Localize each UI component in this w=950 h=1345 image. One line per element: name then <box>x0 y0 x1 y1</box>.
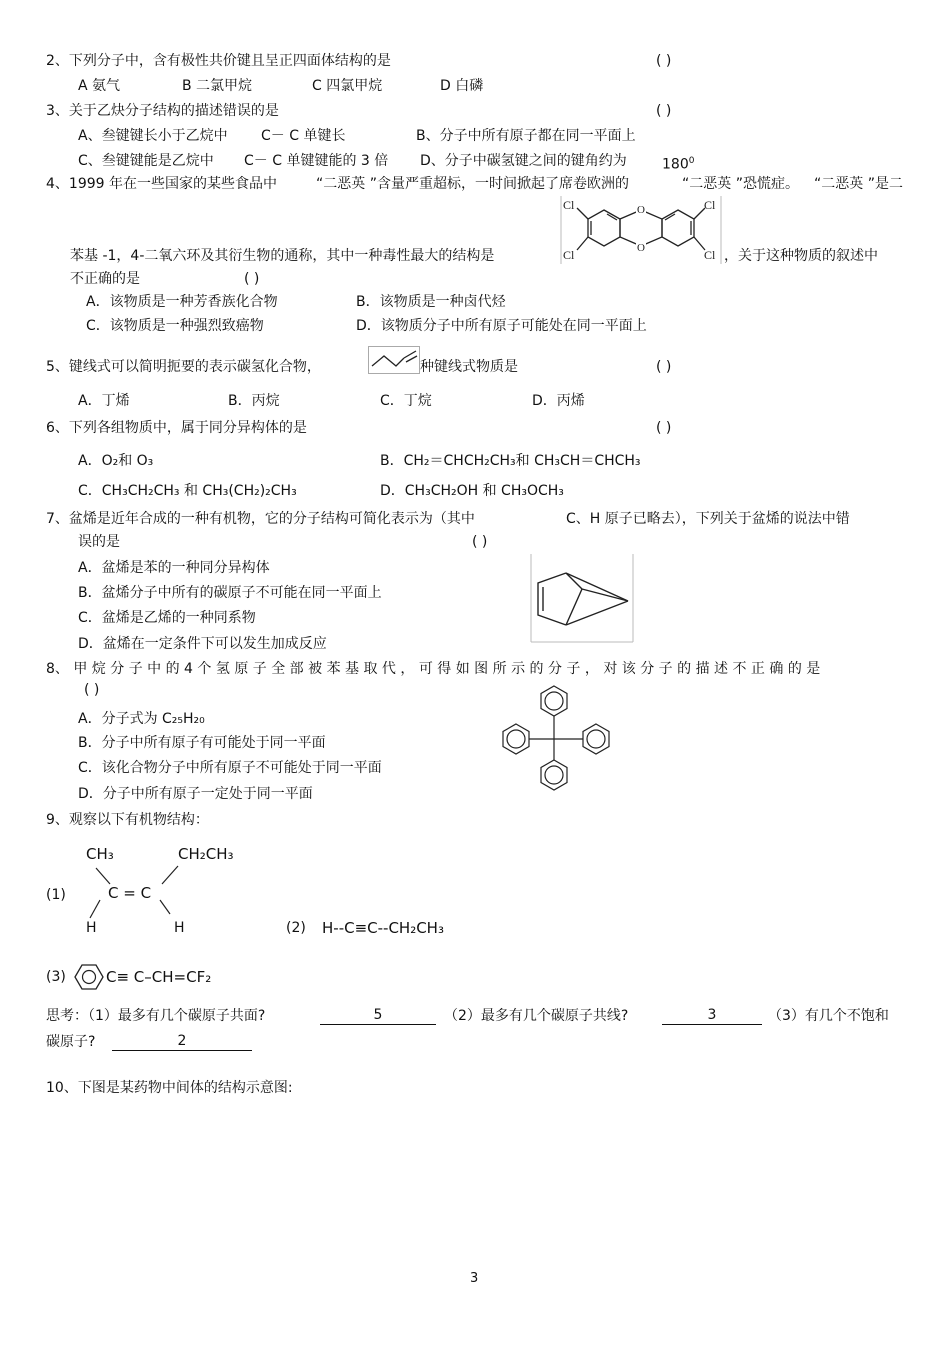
q7-option-c: C．盆烯是乙烯的一种同系物 <box>78 610 256 626</box>
q4-answer-paren: ( ) <box>244 271 260 287</box>
q7-option-b: B．盆烯分子中所有的碳原子不可能在同一平面上 <box>78 585 382 601</box>
q7-stem-part1: 7、盆烯是近年合成的一种有机物，它的分子结构可简化表示为（其中 <box>46 511 475 527</box>
q3-option-c-part2: C－ C 单键键能的 3 倍 <box>244 153 389 169</box>
q7-answer-paren: ( ) <box>472 534 488 550</box>
q6-option-a: A．O₂和 O₃ <box>78 453 154 469</box>
cl-label: Cl <box>563 248 575 262</box>
q9-s2-formula: H--C≡C--CH₂CH₃ <box>322 919 444 937</box>
dioxin-structure-figure <box>560 194 722 266</box>
q2-option-d: D 白磷 <box>440 78 484 94</box>
page-number: 3 <box>470 1271 479 1286</box>
q9-s3-formula: C≡ C–CH=CF₂ <box>106 968 212 986</box>
q4-option-c: C．该物质是一种强烈致癌物 <box>86 318 264 334</box>
q9-think-4: 碳原子? <box>46 1034 96 1050</box>
q3-option-d: D、分子中碳氢键之间的键角约为 <box>420 153 627 169</box>
q3-option-a-part1: A、叁键键长小于乙烷中 <box>78 128 228 144</box>
q6-option-d: D．CH₃CH₂OH 和 CH₃OCH₃ <box>380 483 564 499</box>
q4-stem-line2-end: ，关于这种物质的叙述中 <box>724 248 878 264</box>
q5-stem-end: 种键线式物质是 <box>420 359 518 375</box>
q9-s1-ch3: CH₃ <box>86 845 114 863</box>
q4-stem-line2: 苯基 -1，4-二氧六环及其衍生物的通称，其中一种毒性最大的结构是 <box>70 248 495 264</box>
q8-option-a: A．分子式为 C₂₅H₂₀ <box>78 711 205 727</box>
q5-option-d: D．丙烯 <box>532 393 585 409</box>
q9-s1-bonds <box>80 860 180 924</box>
q6-option-c: C．CH₃CH₂CH₃ 和 CH₃(CH₂)₂CH₃ <box>78 483 297 499</box>
q5-stem: 5、键线式可以简明扼要的表示碳氢化合物， <box>46 359 321 375</box>
q4-option-d: D．该物质分子中所有原子可能处在同一平面上 <box>356 318 647 334</box>
q5-answer-paren: ( ) <box>656 359 672 375</box>
q8-answer-paren: ( ) <box>84 682 100 698</box>
q7-option-a: A．盆烯是苯的一种同分异构体 <box>78 560 270 576</box>
q5-option-b: B．丙烷 <box>228 393 280 409</box>
q4-stem-part2: “二恶英 ”含量严重超标，一时间掀起了席卷欧洲的 <box>316 176 629 192</box>
q9-s1-cc: C = C <box>108 884 152 902</box>
q4-option-a: A．该物质是一种芳香族化合物 <box>86 294 278 310</box>
q2-option-a: A 氨气 <box>78 78 121 94</box>
q2-option-b: B 二氯甲烷 <box>182 78 253 94</box>
q9-s1-h-left: H <box>86 920 97 936</box>
q9-s1-h-right: H <box>174 920 185 936</box>
q4-stem-line3: 不正确的是 <box>70 271 140 287</box>
q9-answer-3: 2 <box>112 1032 252 1051</box>
q5-option-a: A．丁烯 <box>78 393 130 409</box>
q4-stem-part1: 4、1999 年在一些国家的某些食品中 <box>46 176 277 192</box>
q9-answer-2: 3 <box>662 1006 762 1025</box>
cl-label: Cl <box>704 198 716 212</box>
q3-option-a-part2: C－ C 单键长 <box>261 128 346 144</box>
q3-option-c-part1: C、叁键键能是乙烷中 <box>78 153 214 169</box>
q7-option-d: D．盆烯在一定条件下可以发生加成反应 <box>78 636 327 652</box>
q9-think-2: （2）最多有几个碳原子共线? <box>444 1008 629 1024</box>
q6-answer-paren: ( ) <box>656 420 672 436</box>
benzene-ring-icon <box>72 962 106 992</box>
cl-label: Cl <box>563 198 575 212</box>
q2-answer-paren: ( ) <box>656 53 672 69</box>
q3-answer-paren: ( ) <box>656 103 672 119</box>
q6-stem: 6、下列各组物质中，属于同分异构体的是 <box>46 420 307 436</box>
q3-option-b: B、分子中所有原子都在同一平面上 <box>416 128 636 144</box>
benzvalene-structure-figure <box>530 553 634 643</box>
q9-s1-label: (1) <box>46 887 66 903</box>
q3-angle: $180^0$ <box>662 156 695 173</box>
q10-stem: 10、下图是某药物中间体的结构示意图: <box>46 1080 293 1096</box>
bond-line-formula-figure <box>368 346 420 374</box>
q9-s2-label: (2) <box>286 920 306 936</box>
q3-stem: 3、关于乙炔分子结构的描述错误的是 <box>46 103 279 119</box>
tetraphenylmethane-structure-figure <box>496 682 620 794</box>
q9-think-1: 思考：（1）最多有几个碳原子共面? <box>46 1008 266 1024</box>
q2-option-c: C 四氯甲烷 <box>312 78 383 94</box>
q7-stem-part2: C、H 原子已略去），下列关于盆烯的说法中错 <box>566 511 850 527</box>
q7-stem-line2: 误的是 <box>78 534 120 550</box>
q4-option-b: B．该物质是一种卤代烃 <box>356 294 506 310</box>
q8-option-b: B．分子中所有原子有可能处于同一平面 <box>78 735 326 751</box>
q4-stem-part3: “二恶英 ”恐慌症。 <box>682 176 799 192</box>
cl-label: Cl <box>704 248 716 262</box>
q8-stem: 8、 甲 烷 分 子 中 的 4 个 氢 原 子 全 部 被 苯 基 取 代 ， 可 得 如 图 所 示 的 分 子 ， 对 该 分 子 的 描 述 不 正 确 的 是 <box>46 661 821 677</box>
q9-s3-label: (3) <box>46 969 66 985</box>
q9-stem: 9、观察以下有机物结构： <box>46 812 209 828</box>
q2-stem: 2、下列分子中，含有极性共价键且呈正四面体结构的是 <box>46 53 391 69</box>
q8-option-d: D．分子中所有原子一定处于同一平面 <box>78 786 313 802</box>
q5-option-c: C．丁烷 <box>380 393 432 409</box>
q8-option-c: C．该化合物分子中所有原子不可能处于同一平面 <box>78 760 382 776</box>
q9-think-3: （3）有几个不饱和 <box>768 1008 889 1024</box>
q9-answer-1: 5 <box>320 1006 436 1025</box>
q9-s1-ch2ch3: CH₂CH₃ <box>178 845 234 863</box>
q4-stem-part4: “二恶英 ”是二 <box>814 176 903 192</box>
svg-text:O: O <box>637 204 645 216</box>
q6-option-b: B．CH₂＝CHCH₂CH₃和 CH₃CH＝CHCH₃ <box>380 453 641 469</box>
svg-text:O: O <box>637 242 645 254</box>
